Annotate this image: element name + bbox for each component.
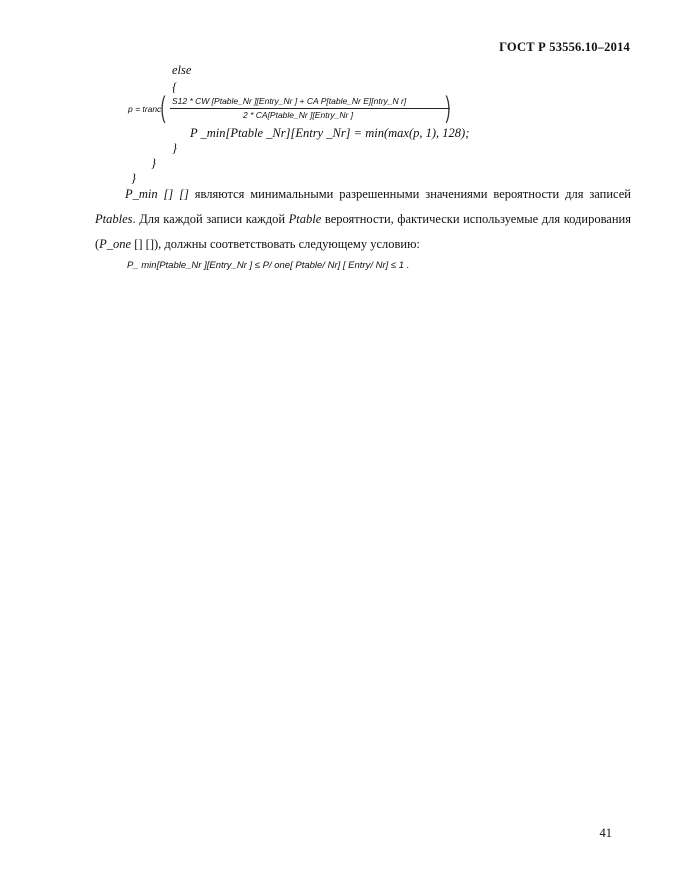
formula-numerator: S12 * CW [Ptable_Nr ][Entry_Nr ] + CA P[table_Nr E][ntry_N r] [172,96,407,106]
paragraph-text-2: . Для каждой записи каждой [132,212,289,226]
paragraph-text-3: вероятности, фактически используемые для кодирования ( [95,212,631,251]
fraction-line [170,108,450,109]
term-ptable: Ptable [288,212,322,226]
condition-formula: P_ min[Ptable_Nr ][Entry_Nr ] ≤ P/ one[ Ptable/ Nr] [ Entry/ Nr] ≤ 1 . [127,260,410,271]
code-close-brace-mid: } [151,156,156,170]
code-assign-line: P _min[Ptable _Nr][Entry _Nr] = min(max(p, 1), 128); [190,126,470,140]
term-p-min: P_min [] [] [125,187,189,201]
code-else-keyword: else [172,63,192,77]
page-number: 41 [599,826,612,840]
paragraph-text-4: [] []), должны соответствовать следующему условию: [131,237,420,251]
code-open-brace: { [172,80,177,94]
body-paragraph [95,182,631,257]
formula-lhs: p = tranc [128,104,162,114]
probability-formula [128,91,458,124]
formula-right-paren: ) [445,91,451,124]
paragraph-text-1: являются минимальными разрешенными значениями вероятности для записей [188,187,631,201]
code-close-brace-outer: } [131,171,136,185]
document-header: ГОСТ Р 53556.10–2014 [499,40,630,54]
code-close-brace-inner: } [172,141,177,155]
formula-denominator: 2 * CA[Ptable_Nr ][Entry_Nr ] [243,110,354,120]
term-ptables: Ptables [95,212,133,226]
term-p-one: P_one [99,237,132,251]
formula-left-paren: ( [160,91,166,124]
